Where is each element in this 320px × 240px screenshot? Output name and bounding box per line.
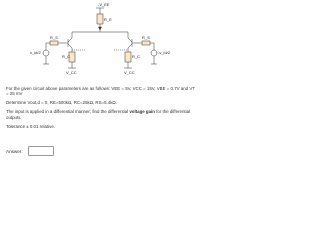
voltage-gain-emphasis: voltage gain bbox=[129, 109, 155, 115]
vee-label: -V_EE bbox=[98, 2, 110, 7]
question-page bbox=[0, 0, 200, 161]
rc-right-label: R_C bbox=[132, 54, 141, 59]
answer-row bbox=[6, 145, 54, 157]
answer-label: Answer: bbox=[6, 148, 23, 154]
answer-input[interactable] bbox=[28, 146, 54, 156]
question-line-task: The input is applied in a differential manner; find the differential voltage gain for the differential outputs. bbox=[6, 109, 191, 120]
question-line-tolerance: Tolerance ± 0.01 relative. bbox=[6, 123, 56, 129]
rc-left-label: R_C bbox=[62, 54, 71, 59]
vid-left-label: v_id/2 bbox=[30, 50, 41, 55]
question-text bbox=[6, 86, 196, 133]
question-line-parameters: For the given circuit above parameters are as follows: VEE = 5V, VCC = 15V, VBE = 0.7V and VT = 25 mV bbox=[6, 86, 195, 97]
vid-right-label: -v_id/2 bbox=[158, 50, 171, 55]
question-line-values: Determine Vout,d = 0, RE=500kΩ, RC=25kΩ, RS=5.4kΩ. bbox=[6, 100, 117, 106]
differential-amplifier-circuit bbox=[0, 0, 200, 84]
re-label: R_E bbox=[104, 17, 112, 22]
rs-left-label: R_S bbox=[50, 35, 58, 40]
rs-right-label: R_S bbox=[142, 35, 150, 40]
vcc-left-label: V_CC bbox=[66, 70, 77, 75]
vcc-right-label: V_CC bbox=[124, 70, 135, 75]
